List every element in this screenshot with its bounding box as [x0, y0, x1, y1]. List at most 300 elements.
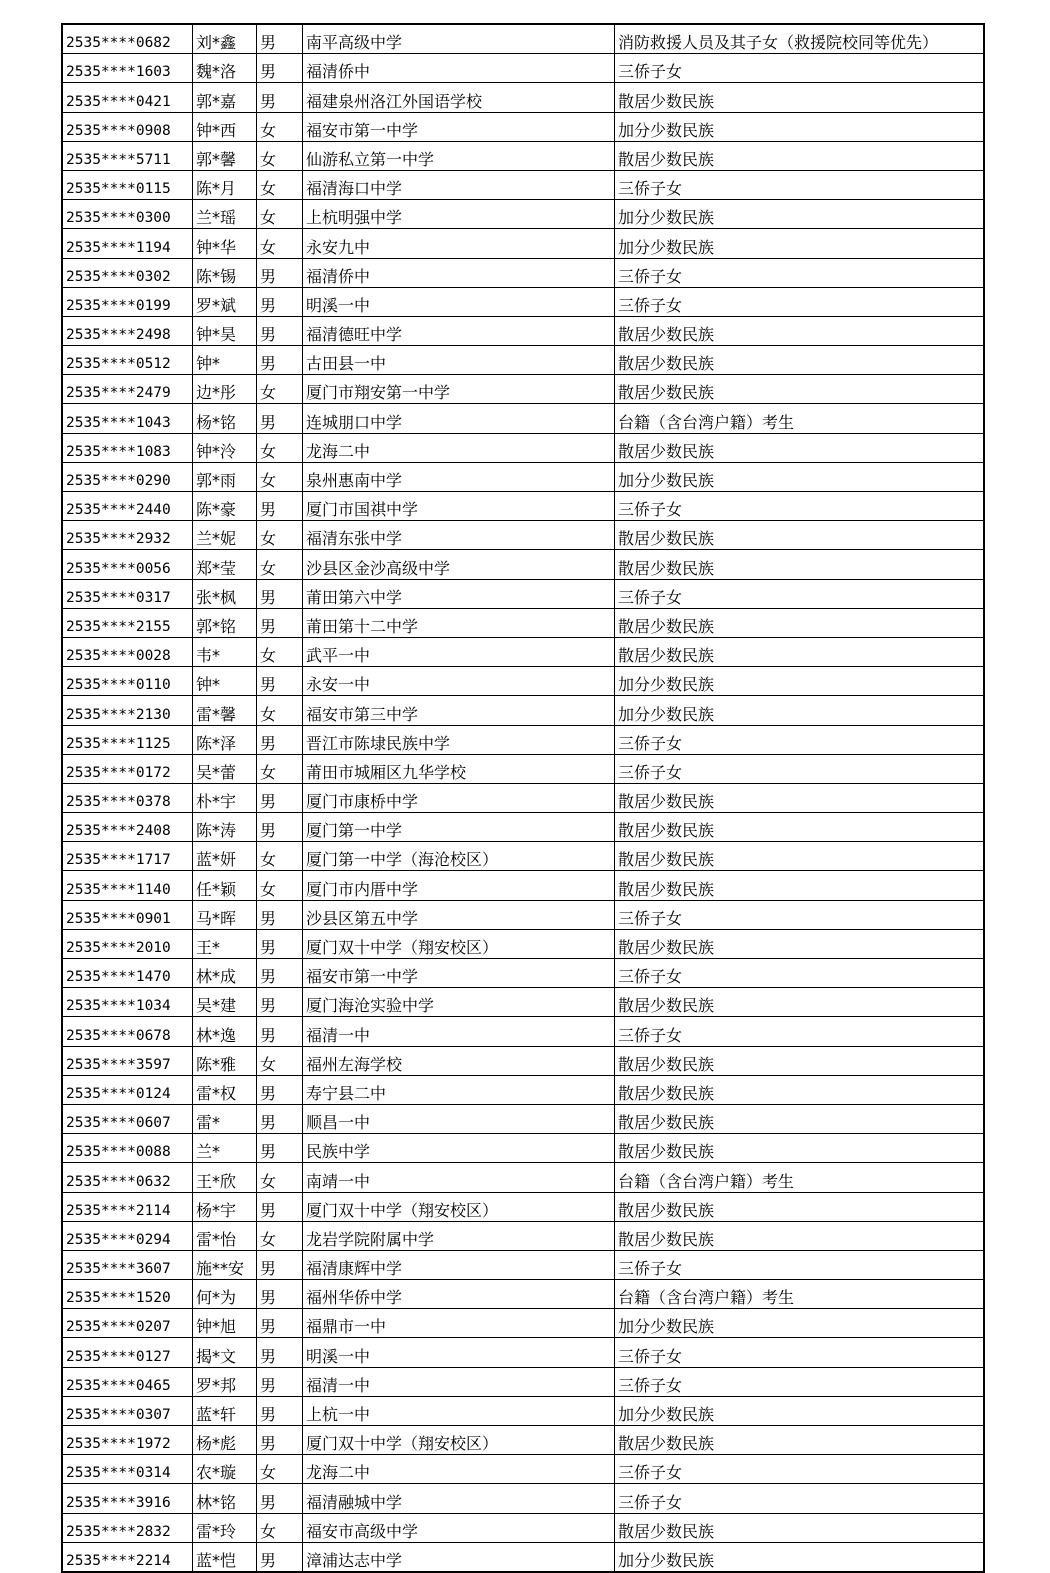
table-row [62, 24, 984, 54]
exam-number-cell: 2535****1083 [62, 433, 193, 462]
student-name-cell: 钟*西 [193, 112, 257, 141]
table-row [62, 1455, 984, 1484]
gender-cell: 男 [257, 83, 303, 112]
category-cell: 三侨子女 [615, 1484, 985, 1513]
gender-cell: 男 [257, 1280, 303, 1309]
student-name-cell: 兰* [193, 1134, 257, 1163]
student-name-cell: 陈*泽 [193, 725, 257, 754]
school-cell: 莆田第十二中学 [303, 608, 615, 637]
table-row [62, 988, 984, 1017]
category-cell: 散居少数民族 [615, 1426, 985, 1455]
exam-number-cell: 2535****1043 [62, 404, 193, 433]
student-name-cell: 兰*瑶 [193, 200, 257, 229]
student-name-cell: 林*逸 [193, 1017, 257, 1046]
table-row [62, 316, 984, 345]
category-cell: 加分少数民族 [615, 1542, 985, 1572]
student-name-cell: 林*铭 [193, 1484, 257, 1513]
exam-number-cell: 2535****0378 [62, 783, 193, 812]
school-cell: 莆田第六中学 [303, 579, 615, 608]
gender-cell: 男 [257, 608, 303, 637]
exam-number-cell: 2535****0908 [62, 112, 193, 141]
exam-number-cell: 2535****2114 [62, 1192, 193, 1221]
table-row [62, 1017, 984, 1046]
table-row [62, 521, 984, 550]
gender-cell: 女 [257, 229, 303, 258]
student-name-cell: 蓝*恺 [193, 1542, 257, 1572]
exam-number-cell: 2535****0421 [62, 83, 193, 112]
student-name-cell: 朴*宇 [193, 783, 257, 812]
exam-number-cell: 2535****2479 [62, 375, 193, 404]
category-cell: 散居少数民族 [615, 550, 985, 579]
gender-cell: 男 [257, 316, 303, 345]
student-name-cell: 兰*妮 [193, 521, 257, 550]
gender-cell: 男 [257, 1250, 303, 1279]
student-name-cell: 郭*雨 [193, 462, 257, 491]
school-cell: 永安一中 [303, 667, 615, 696]
roster-table [61, 23, 985, 1573]
category-cell: 散居少数民族 [615, 316, 985, 345]
gender-cell: 男 [257, 492, 303, 521]
exam-number-cell: 2535****1194 [62, 229, 193, 258]
gender-cell: 女 [257, 1046, 303, 1075]
exam-number-cell: 2535****0127 [62, 1338, 193, 1367]
category-cell: 散居少数民族 [615, 871, 985, 900]
exam-number-cell: 2535****2010 [62, 929, 193, 958]
category-cell: 散居少数民族 [615, 375, 985, 404]
school-cell: 厦门海沧实验中学 [303, 988, 615, 1017]
school-cell: 沙县区第五中学 [303, 900, 615, 929]
student-name-cell: 郑*莹 [193, 550, 257, 579]
table-row [62, 842, 984, 871]
student-name-cell: 吴*建 [193, 988, 257, 1017]
school-cell: 古田县一中 [303, 346, 615, 375]
gender-cell: 男 [257, 346, 303, 375]
school-cell: 福清东张中学 [303, 521, 615, 550]
student-name-cell: 蓝*轩 [193, 1396, 257, 1425]
exam-number-cell: 2535****2408 [62, 813, 193, 842]
table-row [62, 375, 984, 404]
category-cell: 加分少数民族 [615, 229, 985, 258]
school-cell: 明溪一中 [303, 287, 615, 316]
category-cell: 散居少数民族 [615, 842, 985, 871]
gender-cell: 男 [257, 1075, 303, 1104]
exam-number-cell: 2535****0056 [62, 550, 193, 579]
exam-number-cell: 2535****1140 [62, 871, 193, 900]
table-row [62, 1192, 984, 1221]
school-cell: 厦门双十中学（翔安校区） [303, 1192, 615, 1221]
school-cell: 龙海二中 [303, 433, 615, 462]
exam-number-cell: 2535****0199 [62, 287, 193, 316]
student-name-cell: 罗*斌 [193, 287, 257, 316]
category-cell: 三侨子女 [615, 1367, 985, 1396]
gender-cell: 女 [257, 842, 303, 871]
exam-number-cell: 2535****0465 [62, 1367, 193, 1396]
category-cell: 加分少数民族 [615, 112, 985, 141]
exam-number-cell: 2535****0115 [62, 170, 193, 199]
exam-number-cell: 2535****0124 [62, 1075, 193, 1104]
exam-number-cell: 2535****0307 [62, 1396, 193, 1425]
school-cell: 福清德旺中学 [303, 316, 615, 345]
exam-number-cell: 2535****0294 [62, 1221, 193, 1250]
table-row [62, 1338, 984, 1367]
school-cell: 连城朋口中学 [303, 404, 615, 433]
school-cell: 福安市高级中学 [303, 1513, 615, 1542]
table-row [62, 637, 984, 666]
student-name-cell: 何*为 [193, 1280, 257, 1309]
gender-cell: 男 [257, 1338, 303, 1367]
category-cell: 散居少数民族 [615, 346, 985, 375]
exam-number-cell: 2535****1470 [62, 959, 193, 988]
category-cell: 散居少数民族 [615, 1134, 985, 1163]
table-row [62, 813, 984, 842]
table-row [62, 608, 984, 637]
category-cell: 三侨子女 [615, 725, 985, 754]
school-cell: 福州左海学校 [303, 1046, 615, 1075]
table-row [62, 871, 984, 900]
gender-cell: 男 [257, 667, 303, 696]
table-row [62, 200, 984, 229]
school-cell: 顺昌一中 [303, 1104, 615, 1133]
student-name-cell: 陈*锡 [193, 258, 257, 287]
exam-number-cell: 2535****2155 [62, 608, 193, 637]
category-cell: 三侨子女 [615, 579, 985, 608]
table-row [62, 696, 984, 725]
table-row [62, 1513, 984, 1542]
school-cell: 明溪一中 [303, 1338, 615, 1367]
gender-cell: 男 [257, 1017, 303, 1046]
table-row [62, 929, 984, 958]
exam-number-cell: 2535****0901 [62, 900, 193, 929]
category-cell: 三侨子女 [615, 287, 985, 316]
student-name-cell: 王*欣 [193, 1163, 257, 1192]
student-name-cell: 吴*蕾 [193, 754, 257, 783]
category-cell: 散居少数民族 [615, 988, 985, 1017]
gender-cell: 男 [257, 900, 303, 929]
category-cell: 消防救援人员及其子女（救援院校同等优先） [615, 24, 985, 54]
gender-cell: 男 [257, 1192, 303, 1221]
student-name-cell: 蓝*妍 [193, 842, 257, 871]
table-row [62, 83, 984, 112]
category-cell: 加分少数民族 [615, 667, 985, 696]
student-name-cell: 韦* [193, 637, 257, 666]
school-cell: 永安九中 [303, 229, 615, 258]
table-row [62, 1134, 984, 1163]
gender-cell: 男 [257, 1484, 303, 1513]
table-row [62, 258, 984, 287]
school-cell: 上杭明强中学 [303, 200, 615, 229]
table-row [62, 1484, 984, 1513]
gender-cell: 女 [257, 141, 303, 170]
table-row [62, 1075, 984, 1104]
student-name-cell: 雷*馨 [193, 696, 257, 725]
school-cell: 沙县区金沙高级中学 [303, 550, 615, 579]
student-name-cell: 钟*昊 [193, 316, 257, 345]
gender-cell: 男 [257, 1104, 303, 1133]
student-name-cell: 陈*雅 [193, 1046, 257, 1075]
table-row [62, 170, 984, 199]
school-cell: 厦门市内厝中学 [303, 871, 615, 900]
exam-number-cell: 2535****3916 [62, 1484, 193, 1513]
student-name-cell: 雷*怡 [193, 1221, 257, 1250]
table-row [62, 229, 984, 258]
student-name-cell: 杨*彪 [193, 1426, 257, 1455]
student-name-cell: 刘*鑫 [193, 24, 257, 54]
exam-number-cell: 2535****0302 [62, 258, 193, 287]
exam-number-cell: 2535****0317 [62, 579, 193, 608]
student-name-cell: 郭*馨 [193, 141, 257, 170]
table-row [62, 462, 984, 491]
student-name-cell: 钟*华 [193, 229, 257, 258]
school-cell: 福清康辉中学 [303, 1250, 615, 1279]
gender-cell: 男 [257, 959, 303, 988]
exam-number-cell: 2535****1603 [62, 54, 193, 83]
category-cell: 散居少数民族 [615, 1046, 985, 1075]
category-cell: 三侨子女 [615, 1017, 985, 1046]
table-row [62, 1280, 984, 1309]
table-row [62, 404, 984, 433]
school-cell: 龙海二中 [303, 1455, 615, 1484]
school-cell: 漳浦达志中学 [303, 1542, 615, 1572]
school-cell: 福鼎市一中 [303, 1309, 615, 1338]
exam-number-cell: 2535****2214 [62, 1542, 193, 1572]
gender-cell: 女 [257, 637, 303, 666]
category-cell: 散居少数民族 [615, 141, 985, 170]
gender-cell: 男 [257, 813, 303, 842]
student-name-cell: 杨*宇 [193, 1192, 257, 1221]
exam-number-cell: 2535****0314 [62, 1455, 193, 1484]
exam-number-cell: 2535****3597 [62, 1046, 193, 1075]
student-name-cell: 钟*泠 [193, 433, 257, 462]
student-name-cell: 杨*铭 [193, 404, 257, 433]
exam-number-cell: 2535****0088 [62, 1134, 193, 1163]
category-cell: 散居少数民族 [615, 1104, 985, 1133]
school-cell: 泉州惠南中学 [303, 462, 615, 491]
category-cell: 散居少数民族 [615, 521, 985, 550]
gender-cell: 男 [257, 929, 303, 958]
table-row [62, 959, 984, 988]
exam-number-cell: 2535****2440 [62, 492, 193, 521]
gender-cell: 男 [257, 1542, 303, 1572]
exam-number-cell: 2535****1520 [62, 1280, 193, 1309]
category-cell: 三侨子女 [615, 959, 985, 988]
gender-cell: 女 [257, 1513, 303, 1542]
gender-cell: 男 [257, 725, 303, 754]
school-cell: 福安市第三中学 [303, 696, 615, 725]
category-cell: 散居少数民族 [615, 433, 985, 462]
gender-cell: 男 [257, 287, 303, 316]
gender-cell: 女 [257, 696, 303, 725]
gender-cell: 男 [257, 1396, 303, 1425]
category-cell: 三侨子女 [615, 900, 985, 929]
table-row [62, 754, 984, 783]
student-name-cell: 边*彤 [193, 375, 257, 404]
student-name-cell: 马*晖 [193, 900, 257, 929]
gender-cell: 男 [257, 988, 303, 1017]
table-row [62, 1309, 984, 1338]
school-cell: 福清侨中 [303, 54, 615, 83]
table-row [62, 667, 984, 696]
student-name-cell: 魏*洛 [193, 54, 257, 83]
exam-number-cell: 2535****0110 [62, 667, 193, 696]
exam-number-cell: 2535****1972 [62, 1426, 193, 1455]
exam-number-cell: 2535****0300 [62, 200, 193, 229]
exam-number-cell: 2535****5711 [62, 141, 193, 170]
school-cell: 福州华侨中学 [303, 1280, 615, 1309]
gender-cell: 女 [257, 462, 303, 491]
student-name-cell: 郭*嘉 [193, 83, 257, 112]
student-name-cell: 任*颖 [193, 871, 257, 900]
category-cell: 加分少数民族 [615, 696, 985, 725]
gender-cell: 女 [257, 375, 303, 404]
category-cell: 加分少数民族 [615, 1396, 985, 1425]
category-cell: 三侨子女 [615, 54, 985, 83]
student-name-cell: 施**安 [193, 1250, 257, 1279]
exam-number-cell: 2535****1034 [62, 988, 193, 1017]
student-name-cell: 郭*铭 [193, 608, 257, 637]
table-row [62, 1542, 984, 1572]
student-name-cell: 陈*涛 [193, 813, 257, 842]
category-cell: 加分少数民族 [615, 462, 985, 491]
school-cell: 福清海口中学 [303, 170, 615, 199]
category-cell: 散居少数民族 [615, 1192, 985, 1221]
table-row [62, 492, 984, 521]
category-cell: 散居少数民族 [615, 1513, 985, 1542]
category-cell: 三侨子女 [615, 1250, 985, 1279]
school-cell: 福安市第一中学 [303, 112, 615, 141]
exam-number-cell: 2535****0678 [62, 1017, 193, 1046]
school-cell: 厦门第一中学 [303, 813, 615, 842]
student-name-cell: 张*枫 [193, 579, 257, 608]
school-cell: 晋江市陈埭民族中学 [303, 725, 615, 754]
gender-cell: 男 [257, 1367, 303, 1396]
school-cell: 莆田市城厢区九华学校 [303, 754, 615, 783]
category-cell: 台籍（含台湾户籍）考生 [615, 1280, 985, 1309]
school-cell: 民族中学 [303, 1134, 615, 1163]
student-name-cell: 罗*邦 [193, 1367, 257, 1396]
student-name-cell: 陈*月 [193, 170, 257, 199]
school-cell: 福清侨中 [303, 258, 615, 287]
school-cell: 厦门市康桥中学 [303, 783, 615, 812]
category-cell: 散居少数民族 [615, 608, 985, 637]
student-name-cell: 陈*豪 [193, 492, 257, 521]
school-cell: 厦门第一中学（海沧校区） [303, 842, 615, 871]
gender-cell: 女 [257, 1163, 303, 1192]
table-row [62, 346, 984, 375]
exam-number-cell: 2535****0028 [62, 637, 193, 666]
school-cell: 武平一中 [303, 637, 615, 666]
roster-table-body [62, 24, 984, 1572]
school-cell: 福清一中 [303, 1367, 615, 1396]
exam-number-cell: 2535****1717 [62, 842, 193, 871]
exam-number-cell: 2535****0632 [62, 1163, 193, 1192]
gender-cell: 女 [257, 871, 303, 900]
student-name-cell: 林*成 [193, 959, 257, 988]
school-cell: 上杭一中 [303, 1396, 615, 1425]
table-row [62, 54, 984, 83]
table-row [62, 112, 984, 141]
student-name-cell: 钟*旭 [193, 1309, 257, 1338]
table-row [62, 579, 984, 608]
exam-number-cell: 2535****0682 [62, 24, 193, 54]
school-cell: 南靖一中 [303, 1163, 615, 1192]
school-cell: 仙游私立第一中学 [303, 141, 615, 170]
table-row [62, 725, 984, 754]
category-cell: 台籍（含台湾户籍）考生 [615, 404, 985, 433]
exam-number-cell: 2535****0290 [62, 462, 193, 491]
table-row [62, 1163, 984, 1192]
school-cell: 福清融城中学 [303, 1484, 615, 1513]
category-cell: 加分少数民族 [615, 200, 985, 229]
exam-number-cell: 2535****0207 [62, 1309, 193, 1338]
table-row [62, 1396, 984, 1425]
school-cell: 福清一中 [303, 1017, 615, 1046]
category-cell: 散居少数民族 [615, 929, 985, 958]
exam-number-cell: 2535****2130 [62, 696, 193, 725]
school-cell: 福安市第一中学 [303, 959, 615, 988]
category-cell: 散居少数民族 [615, 1075, 985, 1104]
exam-number-cell: 2535****2932 [62, 521, 193, 550]
table-row [62, 1250, 984, 1279]
school-cell: 南平高级中学 [303, 24, 615, 54]
gender-cell: 女 [257, 200, 303, 229]
category-cell: 散居少数民族 [615, 637, 985, 666]
table-row [62, 1221, 984, 1250]
gender-cell: 男 [257, 1426, 303, 1455]
school-cell: 福建泉州洛江外国语学校 [303, 83, 615, 112]
gender-cell: 女 [257, 1221, 303, 1250]
category-cell: 散居少数民族 [615, 83, 985, 112]
exam-number-cell: 2535****0607 [62, 1104, 193, 1133]
school-cell: 厦门双十中学（翔安校区） [303, 929, 615, 958]
table-row [62, 1046, 984, 1075]
exam-number-cell: 2535****0172 [62, 754, 193, 783]
student-name-cell: 雷* [193, 1104, 257, 1133]
gender-cell: 男 [257, 24, 303, 54]
table-row [62, 900, 984, 929]
exam-number-cell: 2535****1125 [62, 725, 193, 754]
exam-number-cell: 2535****0512 [62, 346, 193, 375]
gender-cell: 男 [257, 1134, 303, 1163]
table-row [62, 1426, 984, 1455]
student-name-cell: 钟* [193, 346, 257, 375]
gender-cell: 女 [257, 754, 303, 783]
gender-cell: 男 [257, 54, 303, 83]
category-cell: 散居少数民族 [615, 783, 985, 812]
category-cell: 三侨子女 [615, 170, 985, 199]
student-name-cell: 揭*文 [193, 1338, 257, 1367]
student-name-cell: 雷*玲 [193, 1513, 257, 1542]
student-name-cell: 雷*权 [193, 1075, 257, 1104]
roster-sheet [61, 23, 985, 1573]
school-cell: 厦门双十中学（翔安校区） [303, 1426, 615, 1455]
gender-cell: 男 [257, 404, 303, 433]
gender-cell: 男 [257, 258, 303, 287]
table-row [62, 1367, 984, 1396]
student-name-cell: 王* [193, 929, 257, 958]
category-cell: 散居少数民族 [615, 1221, 985, 1250]
table-row [62, 550, 984, 579]
exam-number-cell: 2535****3607 [62, 1250, 193, 1279]
gender-cell: 女 [257, 433, 303, 462]
table-row [62, 433, 984, 462]
category-cell: 三侨子女 [615, 258, 985, 287]
gender-cell: 女 [257, 1455, 303, 1484]
table-row [62, 141, 984, 170]
exam-number-cell: 2535****2498 [62, 316, 193, 345]
school-cell: 龙岩学院附属中学 [303, 1221, 615, 1250]
gender-cell: 女 [257, 170, 303, 199]
category-cell: 三侨子女 [615, 1338, 985, 1367]
